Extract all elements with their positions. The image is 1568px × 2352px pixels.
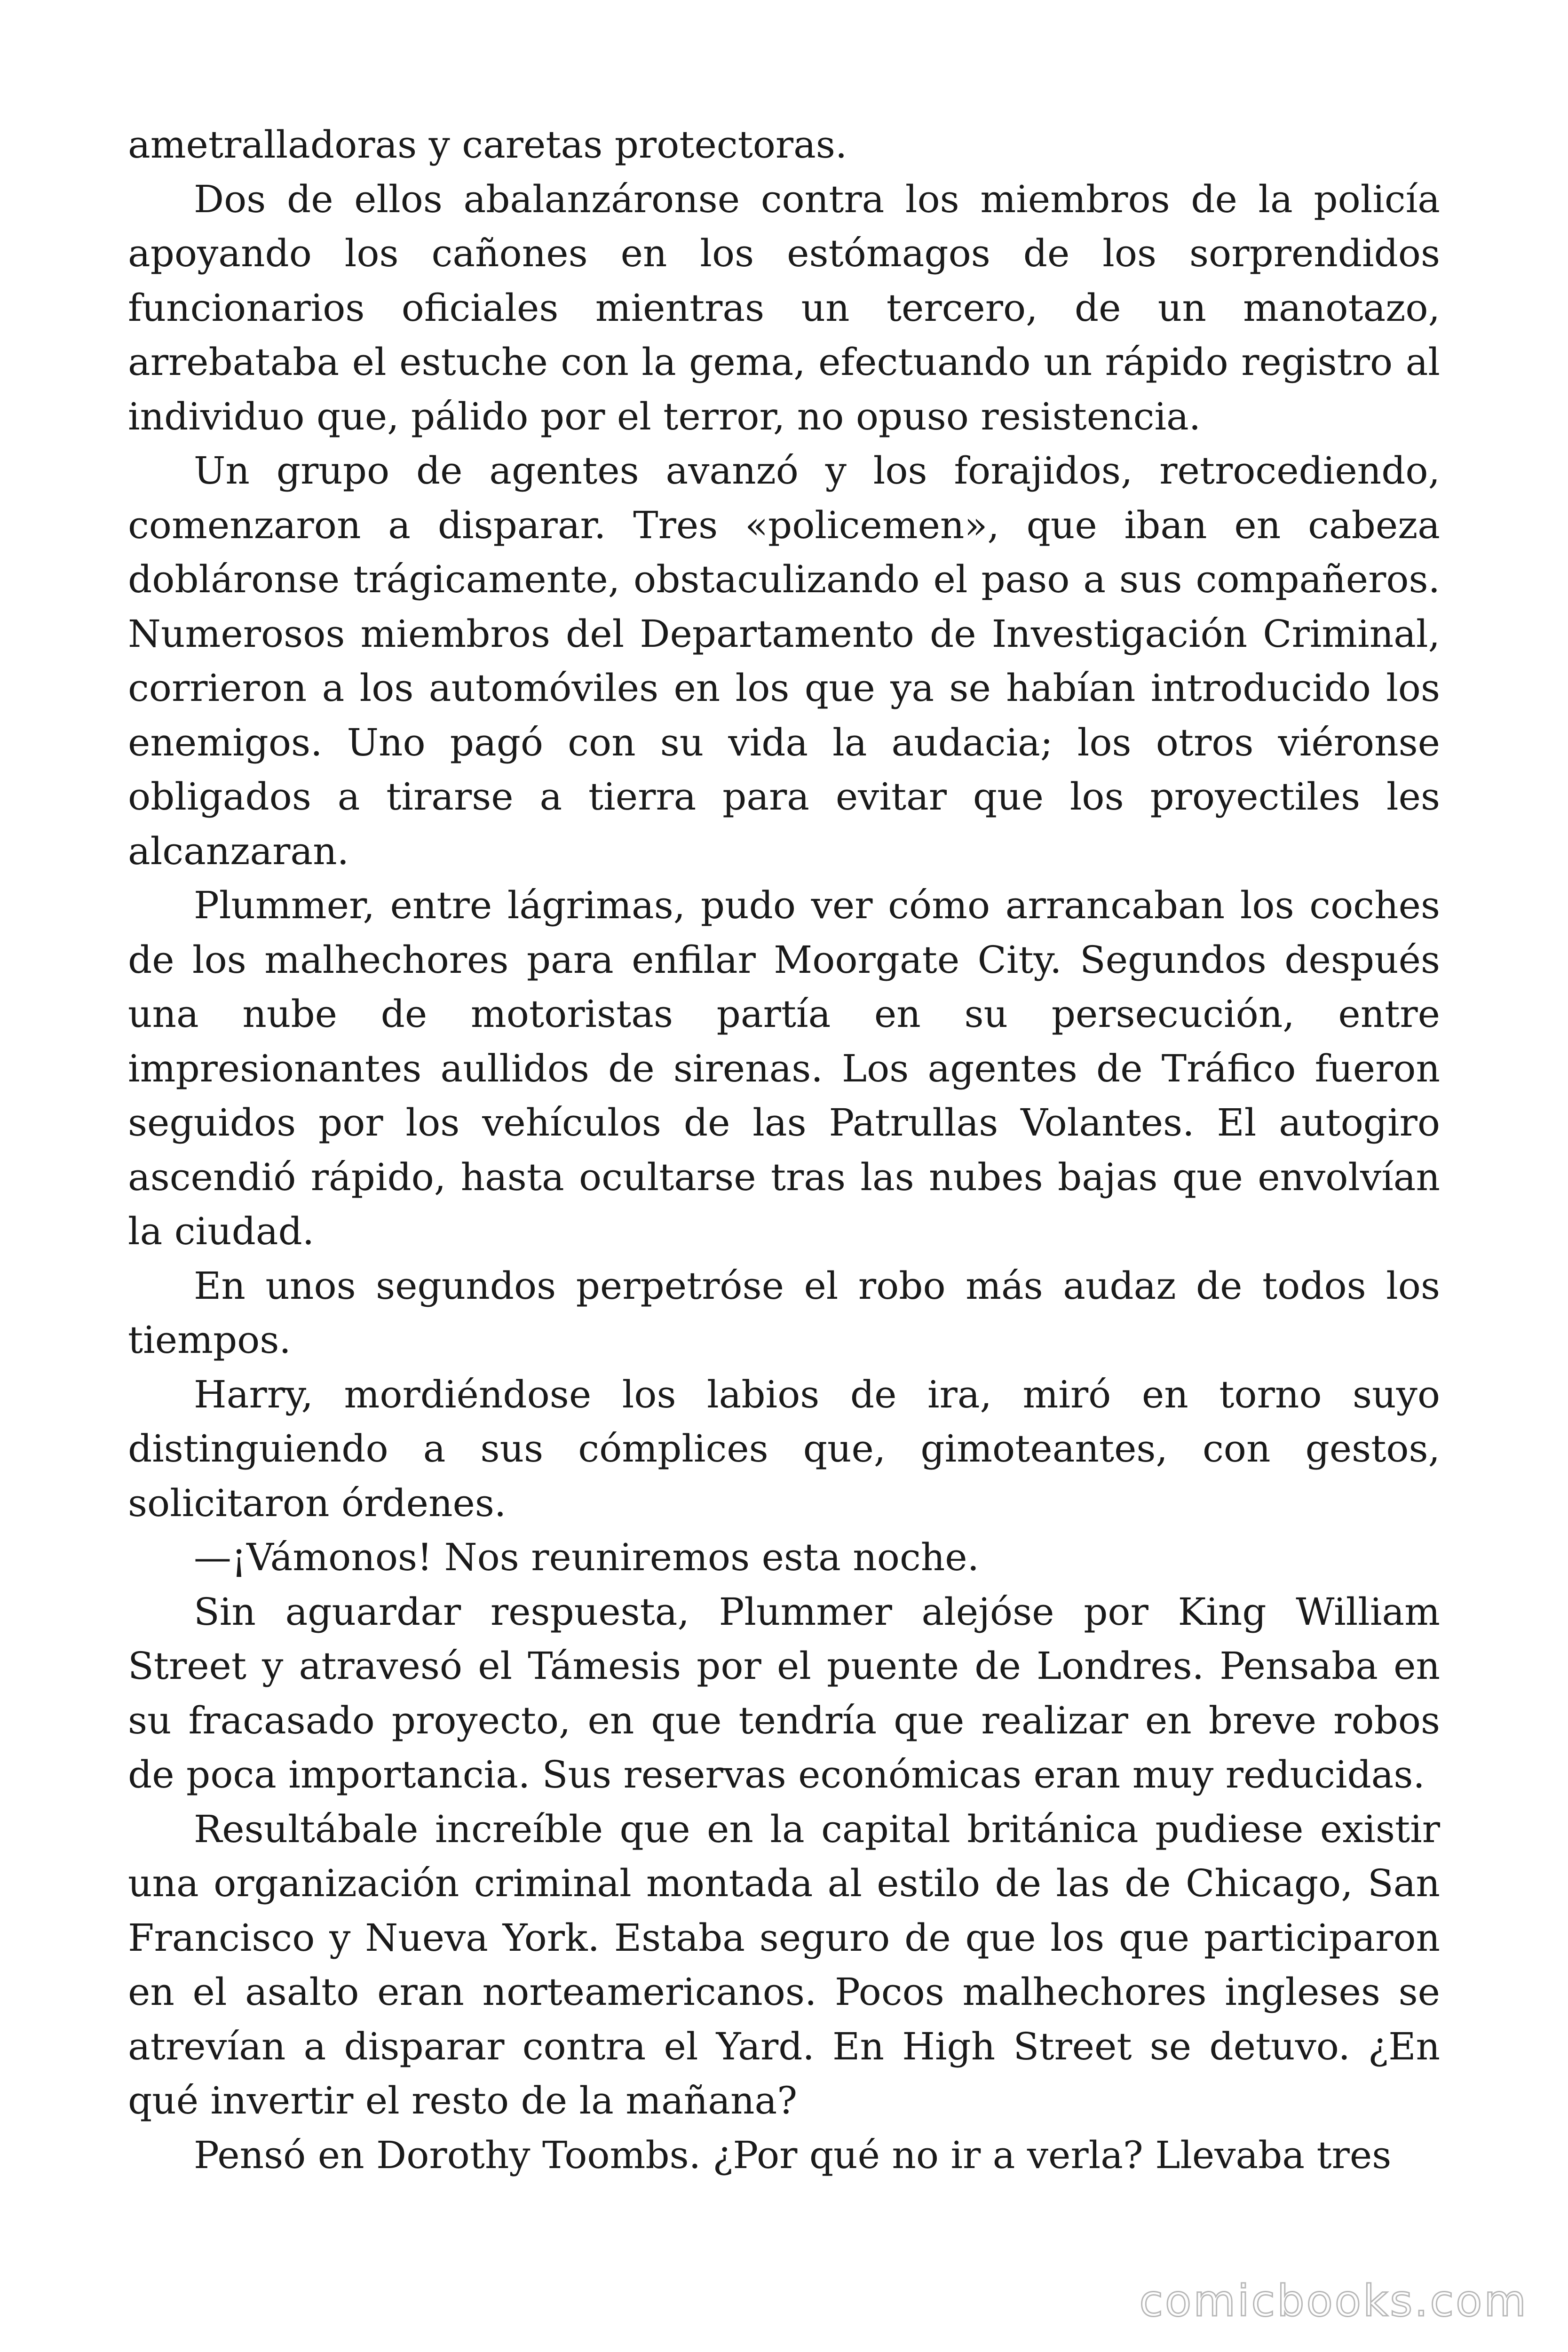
paragraph-4: Plummer, entre lágrimas, pudo ver cómo arrancaban los coches de los malhechores para enfilar Moorgate City. Segundos después una nube de motoristas partía en su persecución, entre impresionantes aullidos de sirenas. Los agentes de Tráfico fueron seguidos por los vehículos de las Patrullas Volantes. El autogiro ascendió rápido, hasta ocultarse tras las nubes bajas que envolvían la ciudad. — [128, 883, 1440, 1253]
page-body — [128, 118, 1440, 2263]
paragraph-10: Pensó en Dorothy Toombs. ¿Por qué no ir a verla? Llevaba tres — [194, 2133, 1392, 2177]
paragraph-3: Un grupo de agentes avanzó y los forajidos, retrocediendo, comenzaron a disparar. Tres «policemen», que iban en cabeza dobláronse trágicamente, obstaculizando el paso a sus compañeros. Numerosos miembros del Departamento de Investigación Criminal, corrieron a los automóviles en los que ya se habían introducido los enemigos. Uno pagó con su vida la audacia; los otros viéronse obligados a tirarse a tierra para evitar que los proyectiles les alcanzaran. — [128, 449, 1440, 873]
paragraph-5: En unos segundos perpetróse el robo más audaz de todos los tiempos. — [128, 1263, 1440, 1362]
paragraph-7: —¡Vámonos! Nos reuniremos esta noche. — [194, 1535, 980, 1579]
paragraph-6: Harry, mordiéndose los labios de ira, miró en torno suyo distinguiendo a sus cómplices que, gimoteantes, con gestos, solicitaron órdenes. — [128, 1372, 1440, 1525]
paragraph-1: ametralladoras y caretas protectoras. — [128, 123, 847, 167]
paragraph-2: Dos de ellos abalanzáronse contra los miembros de la policía apoyando los cañones en los estómagos de los sorprendidos funcionarios oficiales mientras un tercero, de un manotazo, arrebataba el estuche con la gema, efectuando un rápido registro al individuo que, pálido por el terror, no opuso resistencia. — [128, 177, 1440, 438]
paragraph-9: Resultábale increíble que en la capital británica pudiese existir una organización criminal montada al estilo de las de Chicago, San Francisco y Nueva York. Estaba seguro de que los que participaron en el asalto eran norteamericanos. Pocos malhechores ingleses se atrevían a disparar contra el Yard. En High Street se detuvo. ¿En qué invertir el resto de la mañana? — [128, 1807, 1440, 2122]
watermark: comicbooks.com — [1139, 2276, 1528, 2326]
paragraph-8: Sin aguardar respuesta, Plummer alejóse por King William Street y atravesó el Támesis por el puente de Londres. Pensaba en su fracasado proyecto, en que tendría que realizar en breve robos de poca importancia. Sus reservas económicas eran muy reducidas. — [128, 1589, 1440, 1796]
